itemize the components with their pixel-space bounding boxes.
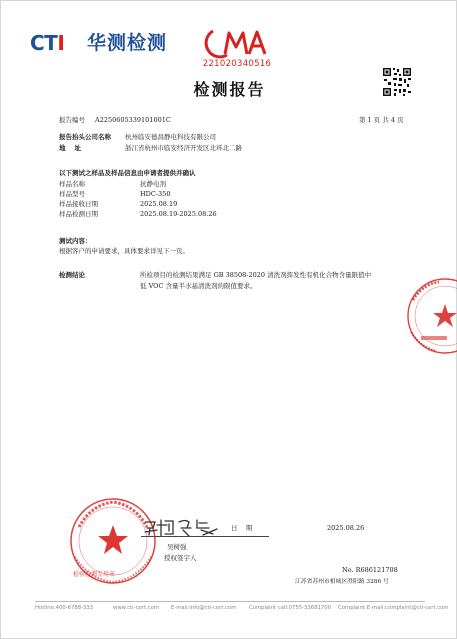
- sample-model-value: HDC-350: [140, 190, 171, 198]
- sample-name-label: 样品名称: [59, 180, 85, 188]
- cti-logo-mark: CTI: [30, 31, 65, 55]
- test-content-text: 根据客户的申请要求，具体要求详见下一页。: [59, 247, 189, 255]
- cma-certificate-number: 221020340516: [202, 59, 272, 69]
- conclusion-line-1: 所检项目的检测结果满足 GB 38508-2020 清洗剂挥发性有机化合物含量限值中: [140, 271, 372, 279]
- conclusion-line-2: 低 VOC 含量半水基清洗剂的限值要求。: [140, 282, 257, 290]
- conclusion-label: 检测结论: [59, 271, 85, 279]
- document-number: No. R686121708: [342, 566, 398, 574]
- address-value: 浙江省杭州市临安经济开发区北环北二路: [125, 144, 242, 152]
- footer-email[interactable]: E-mail:info@cti-cert.com: [171, 605, 237, 611]
- cma-logo: [201, 27, 271, 59]
- report-title: 检测报告: [193, 80, 266, 99]
- cti-logo-chinese-name: 华测检测: [87, 32, 168, 54]
- sample-name-value: 抗静电剂: [140, 180, 166, 188]
- address-label: 地 址: [59, 144, 82, 152]
- page-info: 第 1 页 共 4 页: [359, 116, 404, 124]
- sample-heading: 以下测试之样品及样品信息由申请者提供并确认: [59, 169, 196, 177]
- footer-complaint-call: Complaint call:0755-33681700: [249, 605, 332, 611]
- sample-received-label: 样品接收日期: [59, 200, 98, 208]
- company-name: 杭州临安德昌静电科技有限公司: [125, 133, 216, 141]
- report-no: A2250605339101001C: [95, 116, 171, 124]
- cti-logo: [30, 32, 175, 54]
- date-label: 日 期: [231, 524, 253, 532]
- signer-role: 授权签字人: [164, 554, 197, 562]
- footer-divider: [35, 601, 425, 602]
- footer-complaint-email[interactable]: Complaint E-mail:complaint@cti-cert.com: [338, 605, 449, 611]
- sample-tested-value: 2025.08.19-2025.08.26: [140, 210, 217, 218]
- footer-hotline: Hotline:400-6788-333: [35, 605, 94, 611]
- lab-address: 江苏省苏州市相城区澄阳路 3286 号: [295, 579, 389, 585]
- company-label: 报告抬头公司名称: [59, 133, 111, 141]
- signature-line: [141, 536, 269, 537]
- footer-website[interactable]: www.cti-cert.com: [113, 605, 159, 611]
- sign-date: 2025.08.26: [327, 524, 365, 532]
- sample-tested-label: 样品检测日期: [59, 210, 98, 218]
- seal-bottom-text: 检验检测专用章: [73, 571, 116, 578]
- report-no-label: 报告编号: [59, 116, 85, 124]
- test-content-label: 测试内容：: [59, 237, 92, 245]
- sample-received-value: 2025.08.19: [140, 200, 178, 208]
- right-edge-seal: [403, 274, 457, 358]
- handwritten-signature: [143, 516, 219, 538]
- sample-model-label: 样品型号: [59, 190, 85, 198]
- signer-name: 吴树强: [167, 543, 187, 551]
